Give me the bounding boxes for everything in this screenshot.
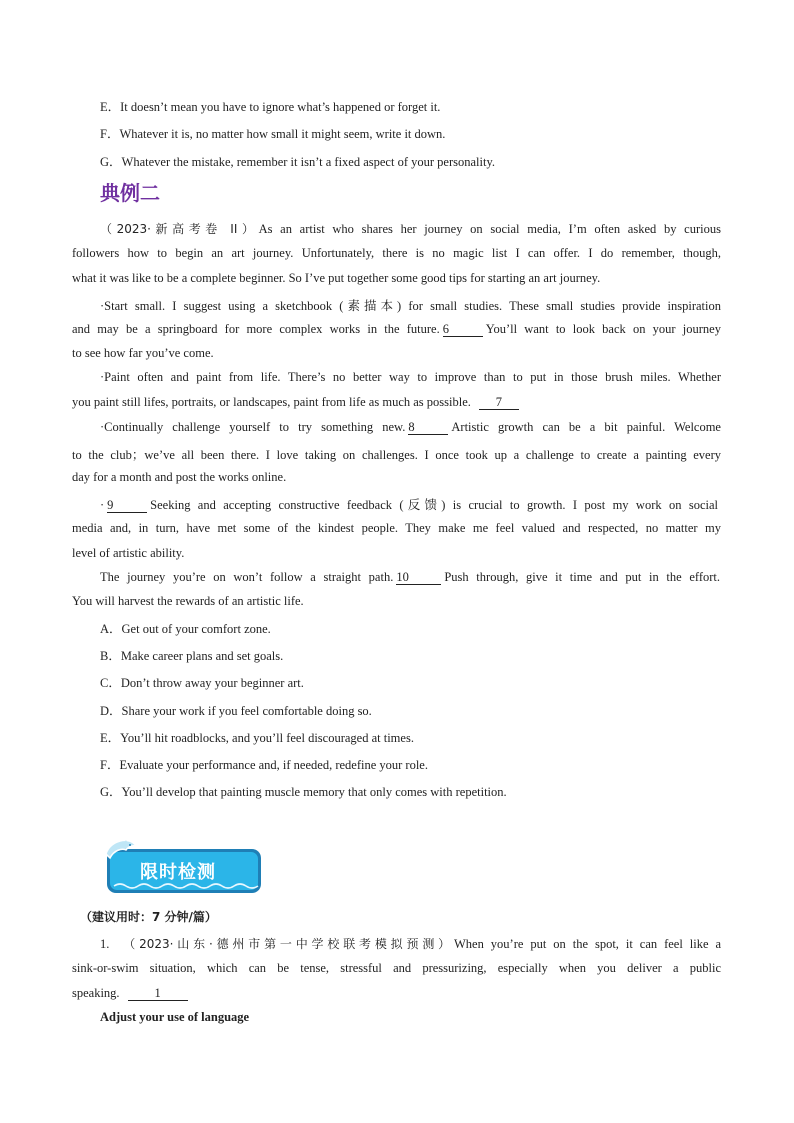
intro-line-1-text: As an artist who shares her journey on social media, I’m often asked by curious (258, 222, 721, 236)
p2-line-2 (72, 395, 522, 410)
p5-line-1 (100, 570, 720, 585)
option-g: G．You’ll develop that painting muscle memory that only comes with repetition. (100, 785, 507, 799)
p1-text-before: and may be a springboard for more complex works in the future. (72, 322, 440, 336)
q1-line-1 (100, 935, 721, 952)
p3-text-before: ·Continually challenge yourself to try something new. (100, 420, 406, 434)
p3-line-1 (100, 420, 721, 435)
subheading: Adjust your use of language (100, 1010, 250, 1024)
section-heading: 典例二 (100, 181, 160, 205)
blank-9[interactable]: 9 (107, 499, 147, 513)
option-f-top: F．Whatever it is, no matter how small it might seem, write it down. (100, 127, 446, 141)
p5-text-after: Push through, give it time and put in the effort. (444, 570, 720, 584)
p1-line-1: ·Start small. I suggest using a sketchbook (素描本) for small studies. These small studies provide inspiration (100, 299, 721, 313)
blank-10[interactable]: 10 (396, 571, 441, 585)
p4-bullet: · (100, 498, 105, 512)
intro-line-3: what it was like to be a complete beginner. So I’ve put together some good tips for starting an art journey. (72, 271, 601, 285)
option-e-top: E．It doesn’t mean you have to ignore what’s happened or forget it. (100, 100, 441, 114)
option-a: A．Get out of your comfort zone. (100, 622, 271, 636)
badge-label: 限时检测 (140, 862, 216, 883)
intro-line-1 (100, 220, 721, 237)
p1-text-after: You’ll want to look back on your journey (485, 322, 721, 336)
option-g-top: G．Whatever the mistake, remember it isn’t a fixed aspect of your personality. (100, 155, 496, 169)
timed-test-badge (100, 836, 265, 898)
q1-source: （2023·山东·德州市第一中学校联考模拟预测） (123, 937, 454, 951)
p4-line-2: media and, in turn, have met some of the kindest people. They make me feel valued and respected, no matter my (72, 521, 721, 535)
option-b: B．Make career plans and set goals. (100, 649, 284, 663)
intro-source: （2023·新高考卷 II） (100, 222, 259, 236)
p4-line-3: level of artistic ability. (72, 546, 185, 560)
p2-text-before: you paint still lifes, portraits, or landscapes, paint from life as much as possible. (72, 395, 471, 409)
q1-line-2: sink-or-swim situation, which can be tense, stressful and pressurizing, especially when you deliver a public (72, 961, 721, 975)
p3-line-3: day for a month and post the works online. (72, 470, 287, 484)
time-note: （建议用时：7 分钟/篇） (80, 910, 217, 924)
q1-text-before: speaking. (72, 986, 120, 1000)
option-d: D．Share your work if you feel comfortable doing so. (100, 704, 372, 718)
p5-text-before: The journey you’re on won’t follow a straight path. (100, 570, 394, 584)
blank-6[interactable]: 6 (443, 323, 483, 337)
intro-line-2: followers how to begin an art journey. Unfortunately, there is no magic list I can offer. I do remember, though, (72, 246, 721, 260)
option-f: F．Evaluate your performance and, if needed, redefine your role. (100, 758, 428, 772)
option-e: E．You’ll hit roadblocks, and you’ll feel discouraged at times. (100, 731, 414, 745)
p4-text-after: Seeking and accepting constructive feedback (反馈) is crucial to growth. I post my work on social (150, 498, 718, 512)
p2-line-1: ·Paint often and paint from life. There’s no better way to improve than to put in those brush miles. Whether (100, 370, 721, 384)
p3-text-after: Artistic growth can be a bit painful. Welcome (451, 420, 721, 434)
p5-line-2: You will harvest the rewards of an artistic life. (72, 594, 304, 608)
q1-number: 1. (100, 937, 110, 951)
blank-7[interactable]: 7 (479, 396, 519, 410)
blank-8[interactable]: 8 (408, 421, 448, 435)
p4-line-1 (100, 495, 718, 513)
p3-line-2: to the club；we’ve all been there. I love taking on challenges. I once took up a challenge to create a painting every (72, 448, 721, 462)
p1-line-3: to see how far you’ve come. (72, 346, 214, 360)
blank-1[interactable]: 1 (128, 987, 188, 1001)
p1-line-2 (72, 322, 721, 337)
option-c: C．Don’t throw away your beginner art. (100, 676, 304, 690)
q1-line-1-text: When you’re put on the spot, it can feel like a (453, 937, 721, 951)
q1-line-3 (72, 986, 191, 1001)
